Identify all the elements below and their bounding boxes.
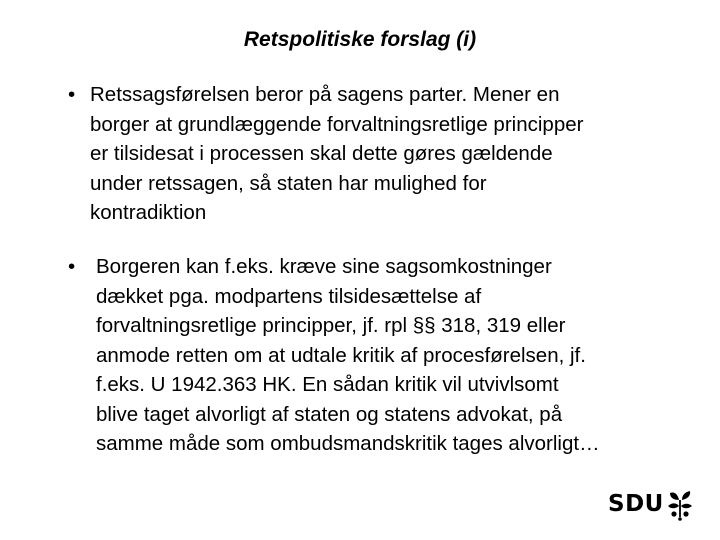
sdu-logo <box>608 486 693 522</box>
bullet-line: borger at grundlæggende forvaltningsretlige principper <box>90 112 584 136</box>
bullet-marker: • <box>68 83 76 106</box>
bullet-marker: • <box>68 255 76 278</box>
sdu-leaf-icon <box>667 487 693 521</box>
bullet-text <box>96 252 600 459</box>
bullet-text <box>90 80 583 228</box>
bullet-line: er tilsidesat i processen skal dette gøres gældende <box>90 142 553 165</box>
bullet-line: anmode retten om at udtale kritik af procesførelsen, jf. <box>96 343 586 367</box>
bullet-line: samme måde som ombudsmandskritik tages alvorligt… <box>96 432 600 455</box>
bullet-line: forvaltningsretlige principper, jf. rpl §§ 318, 319 eller <box>96 314 566 337</box>
bullet-line: Retssagsførelsen beror på sagens parter. Mener en <box>90 83 560 106</box>
bullet-line: kontradiktion <box>90 201 207 224</box>
bullet-line: Borgeren kan f.eks. kræve sine sagsomkostninger <box>96 255 552 278</box>
bullet-item-1 <box>68 80 583 228</box>
bullet-line: f.eks. U 1942.363 HK. En sådan kritik vil utvivlsomt <box>96 373 559 396</box>
bullet-line: dækket pga. modpartens tilsidesættelse af <box>96 284 482 308</box>
slide-title: Retspolitiske forslag (i) <box>243 28 477 51</box>
bullet-line: blive taget alvorligt af staten og statens advokat, på <box>96 402 563 426</box>
bullet-line: under retssagen, så staten har mulighed for <box>90 171 487 195</box>
bullet-item-2 <box>68 252 600 459</box>
sdu-logo-text: SDU <box>608 491 664 517</box>
